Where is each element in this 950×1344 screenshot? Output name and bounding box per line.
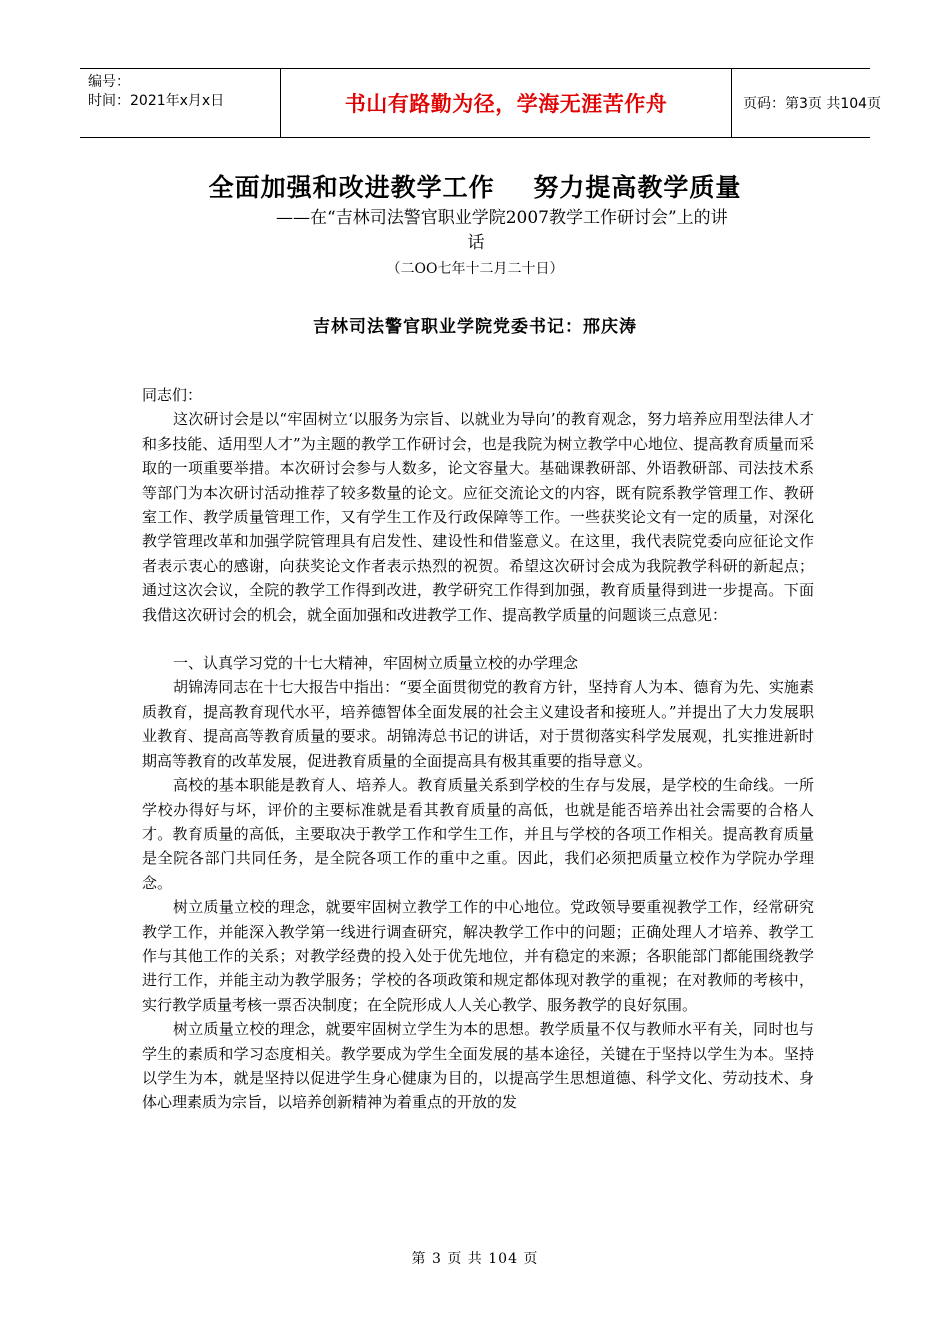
paragraph: 胡锦涛同志在十七大报告中指出：“要全面贯彻党的教育方针，坚持育人为本、德育为先、实施素质教育，提高教育现代水平，培养德智体全面发展的社会主义建设者和接班人。”并提出了大力发展职业教育、提高高等教育质量的要求。胡锦涛总书记的讲话，对于贯彻落实科学发展观，扎实推进新时期高等教育的改革发展，促进教育质量的全面提高具有极其重要的指导意义。 xyxy=(142,678,814,770)
document-number-label: 编号： xyxy=(88,74,130,90)
paragraph: 这次研讨会是以“牢固树立‘以服务为宗旨、以就业为导向’的教育观念，努力培养应用型法律人才和多技能、适用型人才”为主题的教学工作研讨会，也是我院为树立教学中心地位、提高教育质量而采取的一项重要举措。本次研讨会参与人数多，论文容量大。基础课教研部、外语教研部、司法技术系等部门为本次研讨活动推荐了较多数量的论文。应征交流论文的内容，既有院系教学管理工作、教研室工作、教学质量管理工作，又有学生工作及行政保障等工作。一些获奖论文有一定的质量，对深化教学管理改革和加强学院管理具有启发性、建设性和借鉴意义。在这里，我代表院党委向应征论文作者表示衷心的感谢，向获奖论文作者表示热烈的祝贺。希望这次研讨会成为我院教学科研的新起点；通过这次会议，全院的教学工作得到改进，教学研究工作得到加强，教育质量得到进一步提高。下面我借这次研讨会的机会，就全面加强和改进教学工作、提高教学质量的问题谈三点意见： xyxy=(142,410,814,624)
header-page-info: 页码：第3页 共104页 xyxy=(743,96,882,112)
paragraph: 树立质量立校的理念，就要牢固树立教学工作的中心地位。党政领导要重视教学工作，经常研究教学工作，并能深入教学第一线进行调查研究，解决教学工作中的问题；正确处理人才培养、教学工作与其他工作的关系；对教学经费的投入处于优先地位，并有稳定的来源；各职能部门都能围绕教学进行工作，并能主动为教学服务；学校的各项政策和规定都体现对教学的重视；在对教师的考核中，实行教学质量考核一票否决制度；在全院形成人人关心教学、服务教学的良好氛围。 xyxy=(142,898,814,1014)
salutation: 同志们： xyxy=(142,386,203,404)
document-title: 全面加强和改进教学工作 努力提高教学质量 xyxy=(208,173,742,202)
paragraph: 高校的基本职能是教育人、培养人。教育质量关系到学校的生存与发展，是学校的生命线。一所学校办得好与坏，评价的主要标准就是看其教育质量的高低，也就是能否培养出社会需要的合格人才。教育质量的高低，主要取决于教学工作和学生工作，并且与学校的各项工作相关。提高教育质量是全院各部门共同任务，是全院各项工作的重中之重。因此，我们必须把质量立校作为学院办学理念。 xyxy=(142,776,814,892)
header-motto: 书山有路勤为径，学海无涯苦作舟 xyxy=(280,69,732,137)
page-footer: 第 3 页 共 104 页 xyxy=(411,1251,539,1267)
document-date: （二OO七年十二月二十日） xyxy=(386,261,564,277)
page-header xyxy=(80,68,882,138)
document-time-label: 时间：2021年x月x日 xyxy=(88,93,225,109)
subtitle-line-1: ——在“吉林司法警官职业学院2007教学工作研讨会”上的讲 xyxy=(276,208,728,228)
paragraph: 树立质量立校的理念，就要牢固树立学生为本的思想。教学质量不仅与教师水平有关，同时也与学生的素质和学习态度相关。教学要成为学生全面发展的基本途径，关键在于坚持以学生为本。坚持以学生为本，就是坚持以促进学生身心健康为目的，以提高学生思想道德、科学文化、劳动技术、身体心理素质为宗旨，以培养创新精神为着重点的开放的发 xyxy=(142,1020,814,1112)
document-body xyxy=(142,383,814,1115)
header-meta xyxy=(80,69,280,137)
document-author: 吉林司法警官职业学院党委书记：邢庆涛 xyxy=(313,317,637,337)
section-heading: 一、认真学习党的十七大精神，牢固树立质量立校的办学理念 xyxy=(173,654,579,673)
document-subtitle xyxy=(276,206,816,256)
subtitle-line-2: 话 xyxy=(467,233,485,253)
paragraph-gap xyxy=(142,627,814,651)
